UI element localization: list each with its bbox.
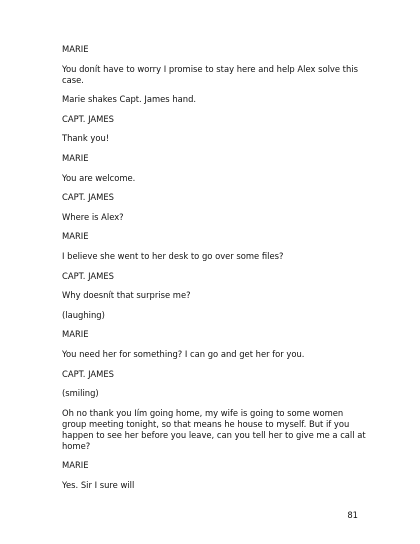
character-name: MARIE xyxy=(62,460,89,471)
parenthetical-line: (laughing) xyxy=(62,309,105,320)
dialogue-line: Yes. Sir I sure will xyxy=(62,479,135,490)
character-name: CAPT. JAMES xyxy=(62,113,114,124)
page-number: 81 xyxy=(347,510,358,520)
dialogue-line: You are welcome. xyxy=(62,172,136,183)
dialogue-line: Thank you! xyxy=(62,133,110,144)
character-name: CAPT. JAMES xyxy=(62,270,114,281)
dialogue-line: You need her for something? I can go and get her for you. xyxy=(62,348,305,359)
character-name: MARIE xyxy=(62,231,89,242)
character-name: MARIE xyxy=(62,44,89,54)
dialogue-line: Why doesnít that surprise me? xyxy=(62,290,191,301)
action-line: Marie shakes Capt. James hand. xyxy=(62,94,197,105)
parenthetical-line: (smiling) xyxy=(62,388,99,399)
script-body xyxy=(62,44,367,499)
character-name: MARIE xyxy=(62,329,89,340)
dialogue-line: Oh no thank you Iím going home, my wife is going to some women group meeting tonight, so that means he house to myself. But if you happen to see her before you leave, can you tell her to give me a call at home? xyxy=(62,407,366,451)
dialogue-line: I believe she went to her desk to go over some files? xyxy=(62,250,284,261)
dialogue-line: Where is Alex? xyxy=(62,211,124,222)
character-name: MARIE xyxy=(62,152,89,163)
character-name: CAPT. JAMES xyxy=(62,368,114,379)
character-name: CAPT. JAMES xyxy=(62,192,114,203)
dialogue-line: You donít have to worry I promise to stay here and help Alex solve this case. xyxy=(62,63,358,85)
